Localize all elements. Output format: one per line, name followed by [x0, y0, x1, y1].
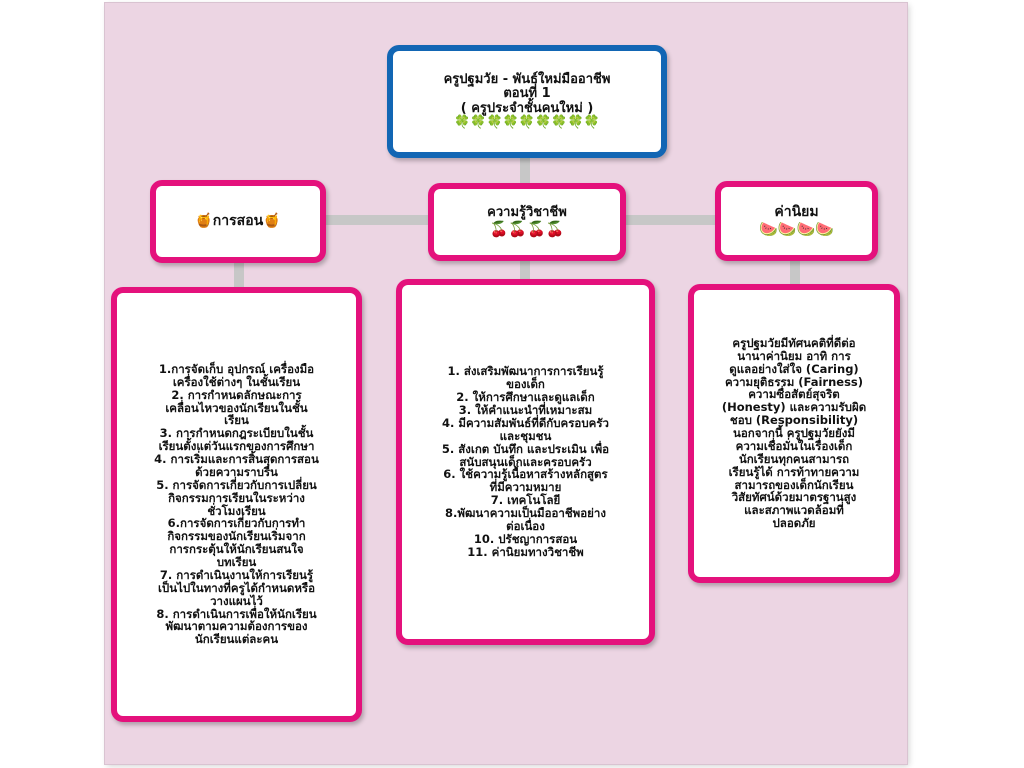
detail-values-line: ความซื่อสัตย์สุจริต — [748, 387, 840, 402]
watermelon-icons: 🍉🍉🍉🍉 — [759, 219, 834, 238]
category-values — [715, 181, 878, 261]
root-title-line-2: ตอนที่ 1 — [503, 86, 551, 102]
detail-teaching-line: ด้วยความราบรื่น — [195, 464, 278, 479]
category-values-title: ค่านิยม — [774, 203, 819, 220]
detail-teaching-line: เรียนตั้งแต่วันแรกของการศึกษา — [158, 439, 315, 454]
root-node — [387, 45, 667, 158]
detail-teaching-line: 4. การเริ่มและการสิ้นสุดการสอน — [154, 452, 319, 466]
detail-values — [688, 284, 900, 583]
detail-teaching-line: ชั่วโมงเรียน — [207, 503, 266, 518]
connector-root-to-middle — [520, 156, 530, 186]
detail-teaching-line: กิจกรรมของนักเรียนเริ่มจาก — [167, 529, 306, 544]
detail-teaching-line: 2. การกำหนดลักษณะการ — [171, 387, 302, 402]
detail-teaching-line: กิจกรรมการเรียนในระหว่าง — [168, 490, 305, 505]
detail-teaching-line: วางแผนไว้ — [210, 593, 263, 608]
detail-professional-knowledge-line: 8.พัฒนาความเป็นมืออาชีพอย่าง — [445, 506, 606, 521]
category-professional-knowledge-title: ความรู้วิชาชีพ — [487, 205, 567, 221]
detail-professional-knowledge-line: สนับสนุนเด็กและครอบครัว — [459, 454, 592, 469]
detail-values-line: นักเรียนทุกคนสามารถ — [738, 451, 850, 466]
detail-teaching-line: นักเรียนแต่ละคน — [194, 632, 279, 647]
detail-teaching-line: เครื่องใช้ต่างๆ ในชั้นเรียน — [172, 374, 301, 389]
detail-teaching-line: เรียน — [224, 413, 249, 428]
category-teaching — [150, 180, 326, 263]
category-professional-knowledge — [428, 183, 626, 261]
detail-values-line: ครูปฐมวัยมีทัศนคติที่ดีต่อ — [732, 335, 856, 350]
detail-values-line: นานาค่านิยม อาทิ การ — [737, 348, 851, 363]
detail-teaching-line: 8. การดำเนินการเพื่อให้นักเรียน — [156, 606, 317, 621]
root-title-line-3: ( ครูประจำชั้นคนใหม่ ) — [460, 100, 594, 116]
detail-values-line: ปลอดภัย — [772, 516, 816, 531]
cherry-icons: 🍒🍒🍒🍒 — [489, 220, 565, 239]
detail-teaching-line: เคลื่อนไหวของนักเรียนในชั้น — [165, 400, 308, 415]
detail-values-line: ความยุติธรรม (Fairness) — [724, 374, 864, 389]
detail-values-line: และสภาพแวดล้อมที่ — [744, 503, 844, 518]
detail-professional-knowledge-line: 6. ใช้ความรู้เนื้อหาสร้างหลักสูตร — [443, 467, 608, 482]
detail-teaching-line: พัฒนาตามความต้องการของ — [165, 619, 308, 634]
detail-teaching-line: 3. การกำหนดกฎระเบียบในชั้น — [159, 426, 314, 441]
detail-professional-knowledge-line: และชุมชน — [499, 428, 552, 443]
connector-middle-to-right — [622, 215, 718, 225]
detail-teaching — [111, 287, 362, 722]
detail-teaching-line: บทเรียน — [216, 555, 257, 569]
detail-professional-knowledge-line: ต่อเนื่อง — [506, 518, 545, 533]
detail-professional-knowledge — [396, 279, 655, 645]
detail-values-line: เรียนรู้ได้ การท้าทายความ — [728, 464, 860, 479]
detail-professional-knowledge-line: 3. ให้คำแนะนำที่เหมาะสม — [458, 403, 593, 418]
connector-left-to-middle — [322, 215, 432, 225]
detail-professional-knowledge-line: 5. สังเกต บันทึก และประเมิน เพื่อ — [441, 441, 610, 456]
detail-values-line: วิสัยทัศน์ด้วยมาตรฐานสูง — [731, 490, 857, 505]
detail-values-line: นอกจากนี้ ครูปฐมวัยยังมี — [733, 426, 855, 441]
detail-professional-knowledge-line: 10. ปรัชญาการสอน — [473, 531, 578, 546]
detail-values-line: ความเชื่อมั่นในเรื่องเด็ก — [735, 438, 853, 453]
detail-values-line: สามารถของเด็กนักเรียน — [734, 477, 854, 492]
category-teaching-title: 🍯การสอน🍯 — [195, 212, 281, 229]
detail-professional-knowledge-line: ของเด็ก — [506, 377, 545, 392]
detail-teaching-line: 5. การจัดการเกี่ยวกับการเปลี่ยน — [156, 477, 317, 492]
detail-values-line: (Honesty) และความรับผิด — [721, 400, 867, 415]
detail-teaching-line: เป็นไปในทางที่ครูได้กำหนดหรือ — [157, 580, 315, 595]
detail-professional-knowledge-line: 7. เทคโนโลยี — [490, 493, 561, 508]
detail-professional-knowledge-line: 4. มีความสัมพันธ์ที่ดีกับครอบครัว — [442, 415, 609, 430]
clover-icons: 🍀🍀🍀🍀🍀🍀🍀🍀🍀 — [454, 115, 600, 131]
detail-teaching-line: การกระตุ้นให้นักเรียนสนใจ — [169, 542, 304, 557]
detail-teaching-line: 1.การจัดเก็บ อุปกรณ์ เครื่องมือ — [158, 361, 315, 376]
detail-teaching-line: 6.การจัดการเกี่ยวกับการทำ — [167, 516, 306, 531]
detail-professional-knowledge-line: ที่มีความหมาย — [489, 480, 562, 495]
detail-values-line: ดูแลอย่างใส่ใจ (Caring) — [729, 361, 859, 376]
detail-values-line: ชอบ (Responsibility) — [729, 413, 859, 428]
detail-professional-knowledge-line: 2. ให้การศึกษาและดูแลเด็ก — [456, 390, 595, 405]
detail-professional-knowledge-line: 1. ส่งเสริมพัฒนาการการเรียนรู้ — [447, 364, 604, 379]
detail-professional-knowledge-line: 11. ค่านิยมทางวิชาชีพ — [467, 544, 584, 559]
root-title-line-1: ครูปฐมวัย - พันธ์ใหม่มืออาชีพ — [443, 71, 611, 87]
detail-teaching-line: 7. การดำเนินงานให้การเรียนรู้ — [159, 567, 314, 582]
